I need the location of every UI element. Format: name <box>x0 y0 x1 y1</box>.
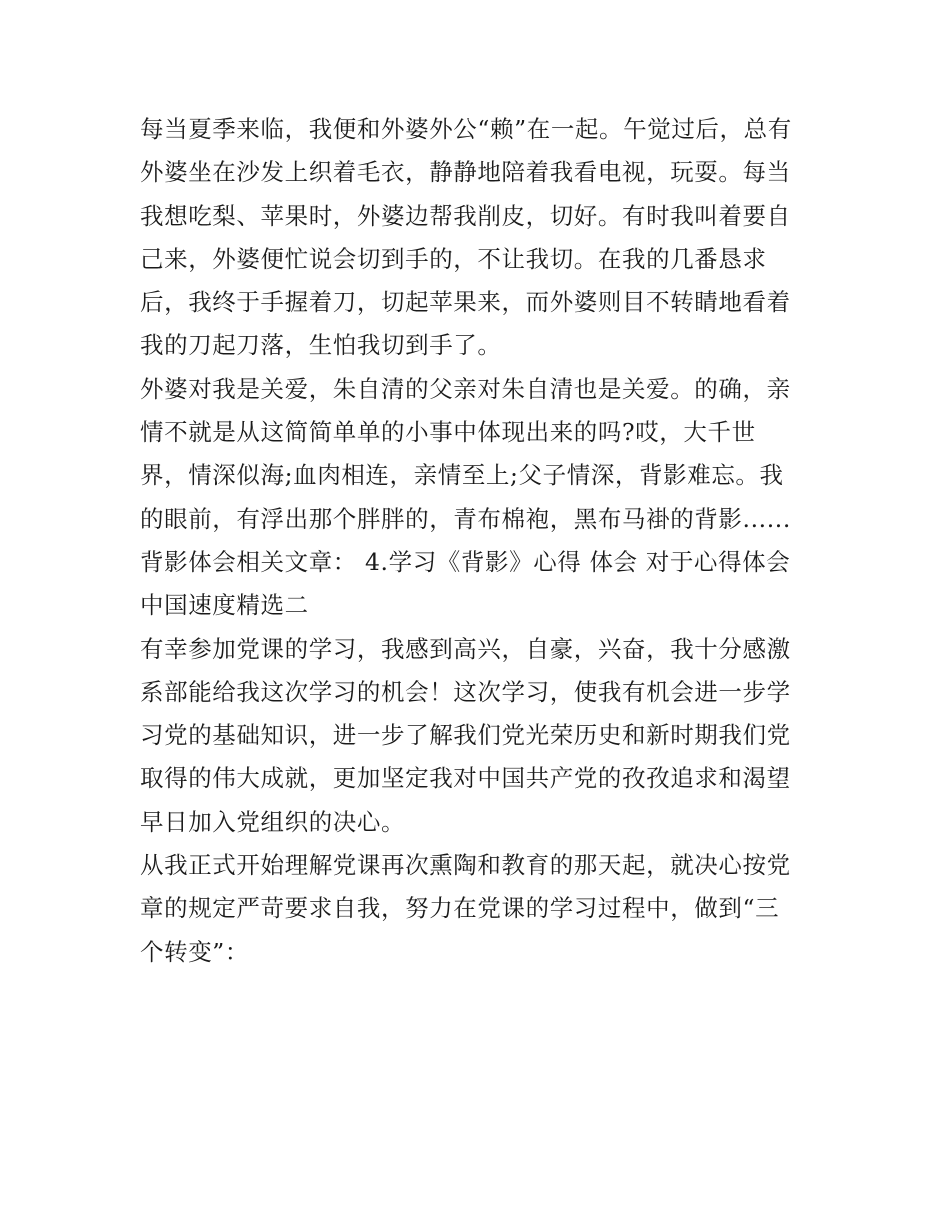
text-line-7: 外婆对我是关爱，朱自清的父亲对朱自清也是关爱。的确，亲 <box>140 374 791 403</box>
text-line-18: 从我正式开始理解党课再次熏陶和教育的那天起，就决心按党 <box>140 851 791 880</box>
text-line-19: 章的规定严苛要求自我，努力在党课的学习过程中，做到“三 <box>140 894 780 923</box>
text-line-2: 外婆坐在沙发上织着毛衣，静静地陪着我看电视，玩耍。每当 <box>140 158 791 187</box>
text-line-15: 习党的基础知识，进一步了解我们党光荣历史和新时期我们党 <box>140 721 791 750</box>
section-heading: 中国速度精选二 <box>140 591 309 620</box>
text-line-10: 的眼前，有浮出那个胖胖的，青布棉袍，黑布马褂的背影...... <box>140 504 791 533</box>
related-articles-line: 背影体会相关文章： 4.学习《背影》心得 体会 对于心得体会 <box>140 547 791 576</box>
text-line-1: 每当夏季来临，我便和外婆外公“赖”在一起。午觉过后，总有 <box>140 115 792 143</box>
text-line-13: 有幸参加党课的学习，我感到高兴，自豪，兴奋，我十分感激 <box>140 634 791 663</box>
text-line-9: 界，情深似海;血肉相连，亲情至上;父子情深，背影难忘。我 <box>140 461 784 490</box>
text-line-14: 系部能给我这次学习的机会！这次学习，使我有机会进一步学 <box>140 677 791 706</box>
text-line-6: 我的刀起刀落，生怕我切到手了。 <box>140 331 502 360</box>
text-line-16: 取得的伟大成就，更加坚定我对中国共产党的孜孜追求和渴望 <box>140 764 791 793</box>
text-line-3: 我想吃梨、苹果时，外婆边帮我削皮，切好。有时我叫着要自 <box>140 201 791 230</box>
text-line-4: 己来，外婆便忙说会切到手的，不让我切。在我的几番恳求 <box>140 244 767 273</box>
text-line-8: 情不就是从这简简单单的小事中体现出来的吗?哎，大千世 <box>140 418 756 447</box>
text-line-5: 后，我终于手握着刀，切起苹果来，而外婆则目不转睛地看着 <box>140 288 791 317</box>
text-line-17: 早日加入党组织的决心。 <box>140 807 406 836</box>
text-line-20: 个转变”： <box>140 937 250 966</box>
document-body <box>140 108 820 974</box>
